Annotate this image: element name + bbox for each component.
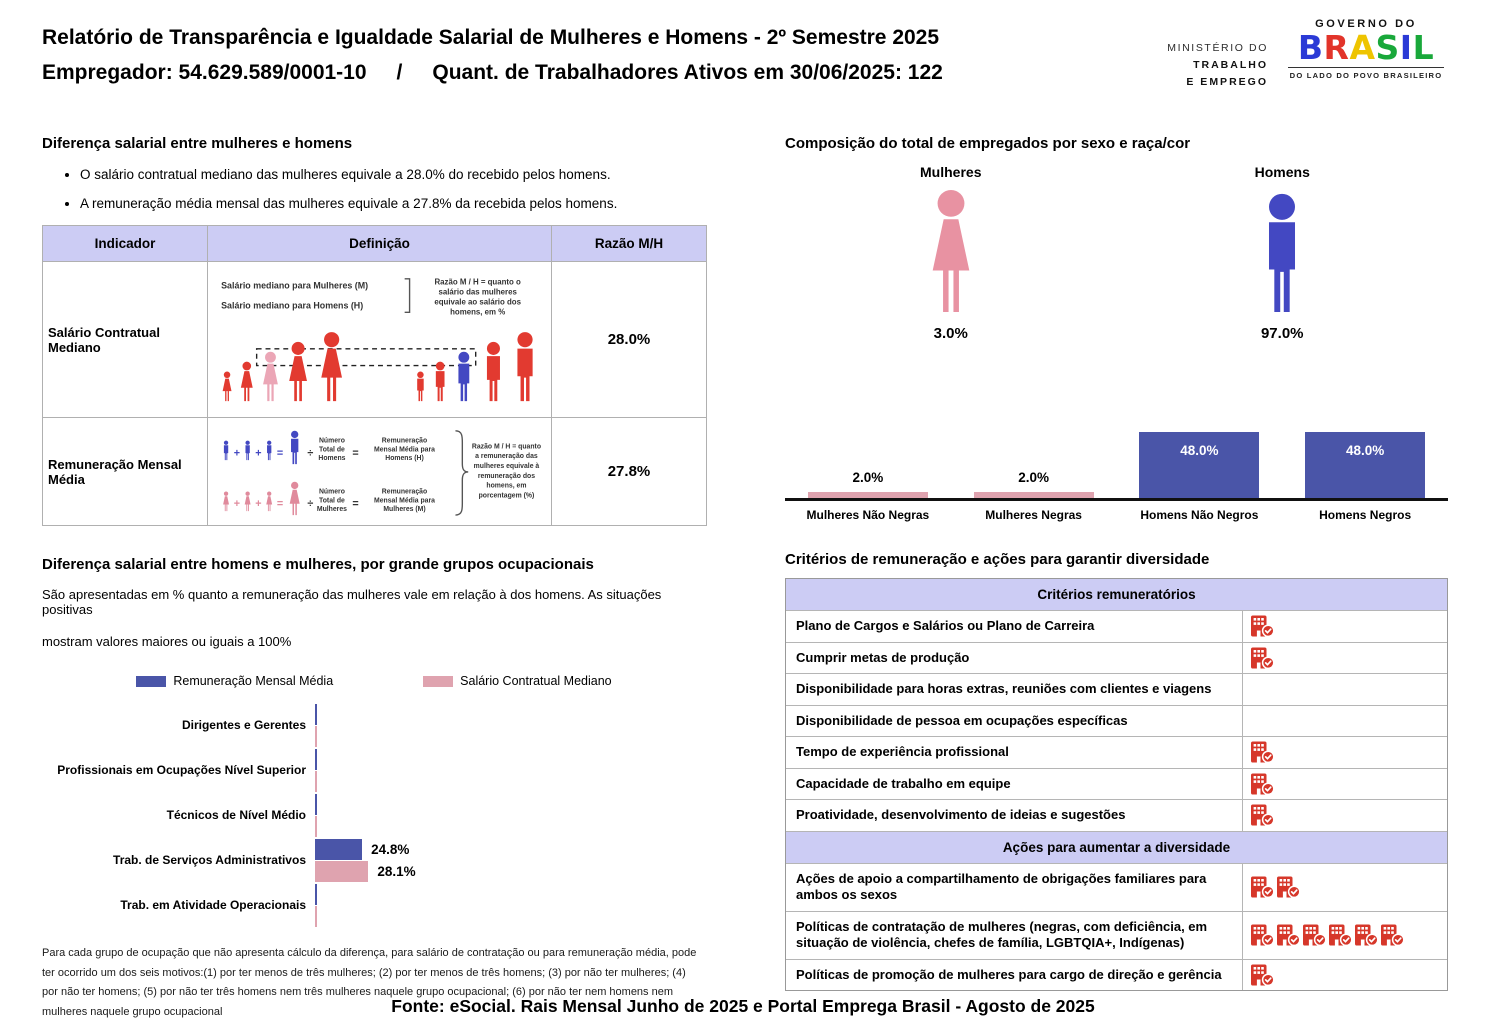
occ-bar xyxy=(315,771,317,792)
building-check-icon xyxy=(1250,804,1275,826)
svg-text:Homens (H): Homens (H) xyxy=(385,455,424,463)
legend-item-mensal-media xyxy=(136,674,333,688)
svg-text:÷: ÷ xyxy=(307,498,314,511)
occ-bar-group xyxy=(315,749,706,793)
brasil-logo-letter: R xyxy=(1323,28,1350,67)
composition-bar-value: 2.0% xyxy=(852,470,884,485)
svg-text:porcentagem (%): porcentagem (%) xyxy=(478,492,535,500)
criteria-label: Disponibilidade para horas extras, reuniões com clientes e viagens xyxy=(786,674,1243,705)
criteria-label: Plano de Cargos e Salários ou Plano de Carreira xyxy=(786,611,1243,642)
col-header-indicador: Indicador xyxy=(43,226,208,262)
building-check-icon xyxy=(1250,741,1275,763)
composition-bar-chart xyxy=(785,418,1448,501)
composition-category-labels xyxy=(785,508,1448,522)
svg-text:=: = xyxy=(352,498,359,511)
building-check-icon xyxy=(1250,876,1275,898)
svg-text:=: = xyxy=(276,498,284,511)
diagram-label-men: Salário mediano para Homens (H) xyxy=(221,300,364,311)
criteria-checks-cell xyxy=(1243,611,1447,642)
composition-bar xyxy=(808,492,928,498)
building-check-icon xyxy=(1276,876,1301,898)
criteria-checks-cell xyxy=(1243,960,1447,991)
composition-bar-slot xyxy=(1117,418,1283,498)
svg-text:equivale ao salário dos: equivale ao salário dos xyxy=(434,297,522,307)
building-check-icon xyxy=(1250,964,1275,986)
ministry-line: TRABALHO xyxy=(1193,59,1268,71)
occ-bar-line xyxy=(315,794,706,815)
brasil-logo xyxy=(1288,30,1444,66)
diagram-label-women: Salário mediano para Mulheres (M) xyxy=(221,280,369,291)
svg-text:Total de: Total de xyxy=(319,446,345,454)
criteria-checks-cell xyxy=(1243,706,1447,737)
page-title: Relatório de Transparência e Igualdade Salarial de Mulheres e Homens - 2º Semestre 2025 xyxy=(42,26,940,49)
brasil-logo-letter: L xyxy=(1412,28,1435,67)
composition-title: Composição do total de empregados por sexo e raça/cor xyxy=(785,135,1191,152)
ministry-line: E EMPREGO xyxy=(1186,76,1268,88)
female-pictogram-icon xyxy=(916,188,986,314)
criteria-label: Cumprir metas de produção xyxy=(786,643,1243,674)
criteria-row xyxy=(786,911,1447,959)
composition-bar-value: 48.0% xyxy=(1180,443,1219,458)
male-percentage: 97.0% xyxy=(1260,325,1304,342)
ministry-logo xyxy=(1120,40,1268,91)
occ-bar xyxy=(315,816,317,837)
occ-bar-value: 24.8% xyxy=(371,842,410,857)
employer-line xyxy=(42,61,943,85)
ministry-line: MINISTÉRIO DO xyxy=(1167,42,1268,54)
criteria-row xyxy=(786,673,1447,705)
gov-logo-top-text: GOVERNO DO xyxy=(1315,18,1417,30)
composition-figures xyxy=(785,164,1448,342)
occ-bar-line xyxy=(315,726,706,747)
criteria-title: Critérios de remuneração e ações para garantir diversidade xyxy=(785,551,1210,568)
building-check-icon xyxy=(1250,615,1275,637)
svg-text:homens, em: homens, em xyxy=(486,482,527,490)
occ-bar xyxy=(315,906,317,927)
occ-bar xyxy=(315,861,368,882)
occ-chart-row xyxy=(42,883,706,928)
composition-bar xyxy=(974,492,1094,498)
occ-bar-group xyxy=(315,794,706,838)
svg-text:remuneração dos: remuneração dos xyxy=(477,472,536,480)
criteria-row xyxy=(786,799,1447,831)
occ-category-label: Profissionais em Ocupações Nível Superior xyxy=(57,763,306,777)
svg-text:+: + xyxy=(233,447,240,460)
building-check-icon xyxy=(1302,924,1327,946)
svg-text:salário das mulheres: salário das mulheres xyxy=(438,287,517,297)
svg-text:Número: Número xyxy=(318,488,345,496)
salary-gap-bullets xyxy=(64,167,706,211)
occ-chart-row xyxy=(42,838,706,883)
svg-text:Número: Número xyxy=(318,437,345,445)
legend-label: Salário Contratual Mediano xyxy=(460,674,612,688)
occ-bar-line xyxy=(315,839,706,860)
male-figure-group xyxy=(1117,164,1449,342)
legend-item-contratual-mediano xyxy=(423,674,611,688)
svg-text:+: + xyxy=(255,447,262,460)
occ-bar-group xyxy=(315,704,706,748)
criteria-checks-cell xyxy=(1243,769,1447,800)
composition-category-label: Mulheres Negras xyxy=(985,508,1082,522)
svg-text:÷: ÷ xyxy=(307,447,314,460)
occ-bar-line xyxy=(315,771,706,792)
occ-category-label: Trab. em Atividade Operacionais xyxy=(120,898,306,912)
criteria-section-header: Ações para aumentar a diversidade xyxy=(786,831,1447,863)
criteria-table xyxy=(785,578,1448,991)
occupational-subtitle: São apresentadas em % quanto a remuneração das mulheres vale em relação à dos homens. As situações positivas xyxy=(42,587,662,617)
employer-id: Empregador: 54.629.589/0001-10 xyxy=(42,61,367,84)
building-check-icon xyxy=(1250,647,1275,669)
svg-text:Razão M / H = quanto o: Razão M / H = quanto o xyxy=(434,277,521,287)
occ-chart-legend xyxy=(42,674,706,688)
female-percentage: 3.0% xyxy=(933,325,968,342)
criteria-label: Ações de apoio a compartilhamento de obrigações familiares para ambos os sexos xyxy=(786,864,1243,911)
occ-bar xyxy=(315,749,317,770)
svg-text:+: + xyxy=(255,498,262,511)
svg-text:=: = xyxy=(276,447,284,460)
building-check-icon xyxy=(1380,924,1405,946)
women-formula xyxy=(223,482,435,515)
composition-category-label: Mulheres Não Negras xyxy=(806,508,930,522)
men-pictograms xyxy=(417,332,532,401)
building-check-icon xyxy=(1328,924,1353,946)
occ-bar-line xyxy=(315,704,706,725)
criteria-label: Políticas de promoção de mulheres para cargo de direção e gerência xyxy=(786,960,1243,991)
occ-bar-group xyxy=(315,839,706,883)
criteria-label: Capacidade de trabalho em equipe xyxy=(786,769,1243,800)
composition-bar-value: 2.0% xyxy=(1018,470,1050,485)
svg-text:Remuneração: Remuneração xyxy=(381,488,428,496)
occ-bar-line xyxy=(315,906,706,927)
svg-text:Total de: Total de xyxy=(319,497,345,505)
criteria-label: Proatividade, desenvolvimento de ideias e sugestões xyxy=(786,800,1243,831)
occ-bar xyxy=(315,726,317,747)
occ-bar-group xyxy=(315,884,706,928)
occ-category-label: Dirigentes e Gerentes xyxy=(181,718,306,732)
svg-text:a remuneração das: a remuneração das xyxy=(475,453,538,461)
legend-swatch-blue xyxy=(136,676,166,687)
median-salary-diagram xyxy=(208,262,552,418)
criteria-row xyxy=(786,705,1447,737)
svg-text:homens, em %: homens, em % xyxy=(450,307,506,317)
building-check-icon xyxy=(1250,773,1275,795)
men-formula xyxy=(224,431,435,464)
occupational-title: Diferença salarial entre homens e mulheres, por grande grupos ocupacionais xyxy=(42,556,594,573)
criteria-checks-cell xyxy=(1243,912,1447,959)
occ-bar xyxy=(315,839,362,860)
occ-category-label: Trab. de Serviços Administrativos xyxy=(113,853,306,867)
male-label: Homens xyxy=(1254,164,1310,180)
indicator-mean: Remuneração Mensal Média xyxy=(43,418,208,526)
legend-swatch-pink xyxy=(423,676,453,687)
building-check-icon xyxy=(1250,924,1275,946)
occ-bar-line xyxy=(315,861,706,882)
occ-bar-value: 28.1% xyxy=(377,864,416,879)
brasil-logo-letter: I xyxy=(1399,28,1413,67)
bullet-median-salary: • O salário contratual mediano das mulheres equivale a 28.0% do recebido pelos homens. xyxy=(80,167,706,182)
composition-category-label: Homens Não Negros xyxy=(1140,508,1259,522)
indicator-median: Salário Contratual Mediano xyxy=(43,262,208,418)
criteria-checks-cell xyxy=(1243,864,1447,911)
criteria-checks-cell xyxy=(1243,674,1447,705)
composition-bar xyxy=(1139,432,1259,498)
ratio-mean: 27.8% xyxy=(552,418,707,526)
active-workers: Quant. de Trabalhadores Ativos em 30/06/2025: 122 xyxy=(432,61,943,84)
svg-text:Mensal Média para: Mensal Média para xyxy=(373,446,435,454)
composition-bar-slot xyxy=(951,418,1117,498)
ratio-median: 28.0% xyxy=(552,262,707,418)
composition-bar xyxy=(1305,432,1425,498)
svg-text:mulheres equivale à: mulheres equivale à xyxy=(473,463,540,471)
svg-text:Mulheres: Mulheres xyxy=(316,506,348,514)
composition-bar-slot xyxy=(785,418,951,498)
governo-do-brasil-logo xyxy=(1288,18,1444,80)
composition-bar-slot xyxy=(1282,418,1448,498)
female-figure-group xyxy=(785,164,1117,342)
col-header-razao: Razão M/H xyxy=(552,226,707,262)
occ-bar xyxy=(315,884,317,905)
brasil-logo-letter: S xyxy=(1375,28,1400,67)
female-label: Mulheres xyxy=(920,164,982,180)
occ-chart-row xyxy=(42,748,706,793)
brasil-logo-letter: B xyxy=(1297,28,1324,67)
source-footer: Fonte: eSocial. Rais Mensal Junho de 2025 e Portal Emprega Brasil - Agosto de 2025 xyxy=(391,996,1095,1016)
criteria-row xyxy=(786,610,1447,642)
criteria-label: Políticas de contratação de mulheres (negras, com deficiência, em situação de violência, chefes de família, LGBTQIA+, Indígenas) xyxy=(786,912,1243,959)
svg-text:Mensal Média para: Mensal Média para xyxy=(373,497,435,505)
criteria-section-header: Critérios remuneratórios xyxy=(786,579,1447,610)
building-check-icon xyxy=(1276,924,1301,946)
separator: / xyxy=(396,61,403,84)
occ-chart-row xyxy=(42,703,706,748)
svg-text:Homens: Homens xyxy=(318,455,346,463)
composition-category-label: Homens Negros xyxy=(1319,508,1412,522)
svg-text:Mulheres (M): Mulheres (M) xyxy=(383,506,426,514)
occ-bar-line xyxy=(315,749,706,770)
criteria-row xyxy=(786,959,1447,991)
bracket-shape xyxy=(405,279,410,313)
criteria-row xyxy=(786,642,1447,674)
occupational-bar-chart xyxy=(42,703,706,928)
bullet-mean-salary: • A remuneração média mensal das mulheres equivale a 27.8% da recebida pelos homens. xyxy=(80,196,706,211)
salary-gap-title: Diferença salarial entre mulheres e homens xyxy=(42,135,353,152)
bracket-shape xyxy=(455,431,468,515)
criteria-row xyxy=(786,863,1447,911)
criteria-checks-cell xyxy=(1243,737,1447,768)
criteria-label: Tempo de experiência profissional xyxy=(786,737,1243,768)
legend-label: Remuneração Mensal Média xyxy=(173,674,334,688)
occ-bar-line xyxy=(315,816,706,837)
occupational-subtitle: mostram valores maiores ou iguais a 100% xyxy=(42,634,292,649)
composition-bar-value: 48.0% xyxy=(1345,443,1385,458)
criteria-checks-cell xyxy=(1243,800,1447,831)
svg-text:=: = xyxy=(352,447,359,460)
occ-category-label: Técnicos de Nível Médio xyxy=(166,808,306,822)
brasil-logo-letter: A xyxy=(1349,28,1376,67)
building-check-icon xyxy=(1354,924,1379,946)
occ-chart-row xyxy=(42,793,706,838)
salary-gap-table xyxy=(42,225,707,526)
col-header-definicao: Definição xyxy=(208,226,552,262)
occ-bar-line xyxy=(315,884,706,905)
criteria-checks-cell xyxy=(1243,643,1447,674)
criteria-row xyxy=(786,768,1447,800)
gov-logo-tagline: DO LADO DO POVO BRASILEIRO xyxy=(1288,67,1444,80)
occupational-footnote: Para cada grupo de ocupação que não apresenta cálculo da diferença, para salário de contratação ou para remuneração média, pode ter ocorrido um dos seis motivos:(1) por ter menos de três mulheres; (2) por ter menos de três homens; (3) por não ter mulheres; (4) por não ter homens; (5) por não ter três homens nem três mulheres naquele grupo ocupacional; (6) por não ter nem homens nem mulheres naquele grupo ocupacional xyxy=(42,947,697,1018)
occ-bar xyxy=(315,794,317,815)
criteria-row xyxy=(786,736,1447,768)
report-header xyxy=(42,26,943,85)
svg-text:Razão M / H = quanto: Razão M / H = quanto xyxy=(471,443,542,451)
male-pictogram-icon xyxy=(1247,188,1317,314)
mean-salary-diagram xyxy=(208,418,552,526)
occ-bar xyxy=(315,704,317,725)
criteria-label: Disponibilidade de pessoa em ocupações específicas xyxy=(786,706,1243,737)
svg-text:Remuneração: Remuneração xyxy=(381,437,428,445)
women-pictograms xyxy=(223,332,342,401)
svg-text:+: + xyxy=(233,498,240,511)
